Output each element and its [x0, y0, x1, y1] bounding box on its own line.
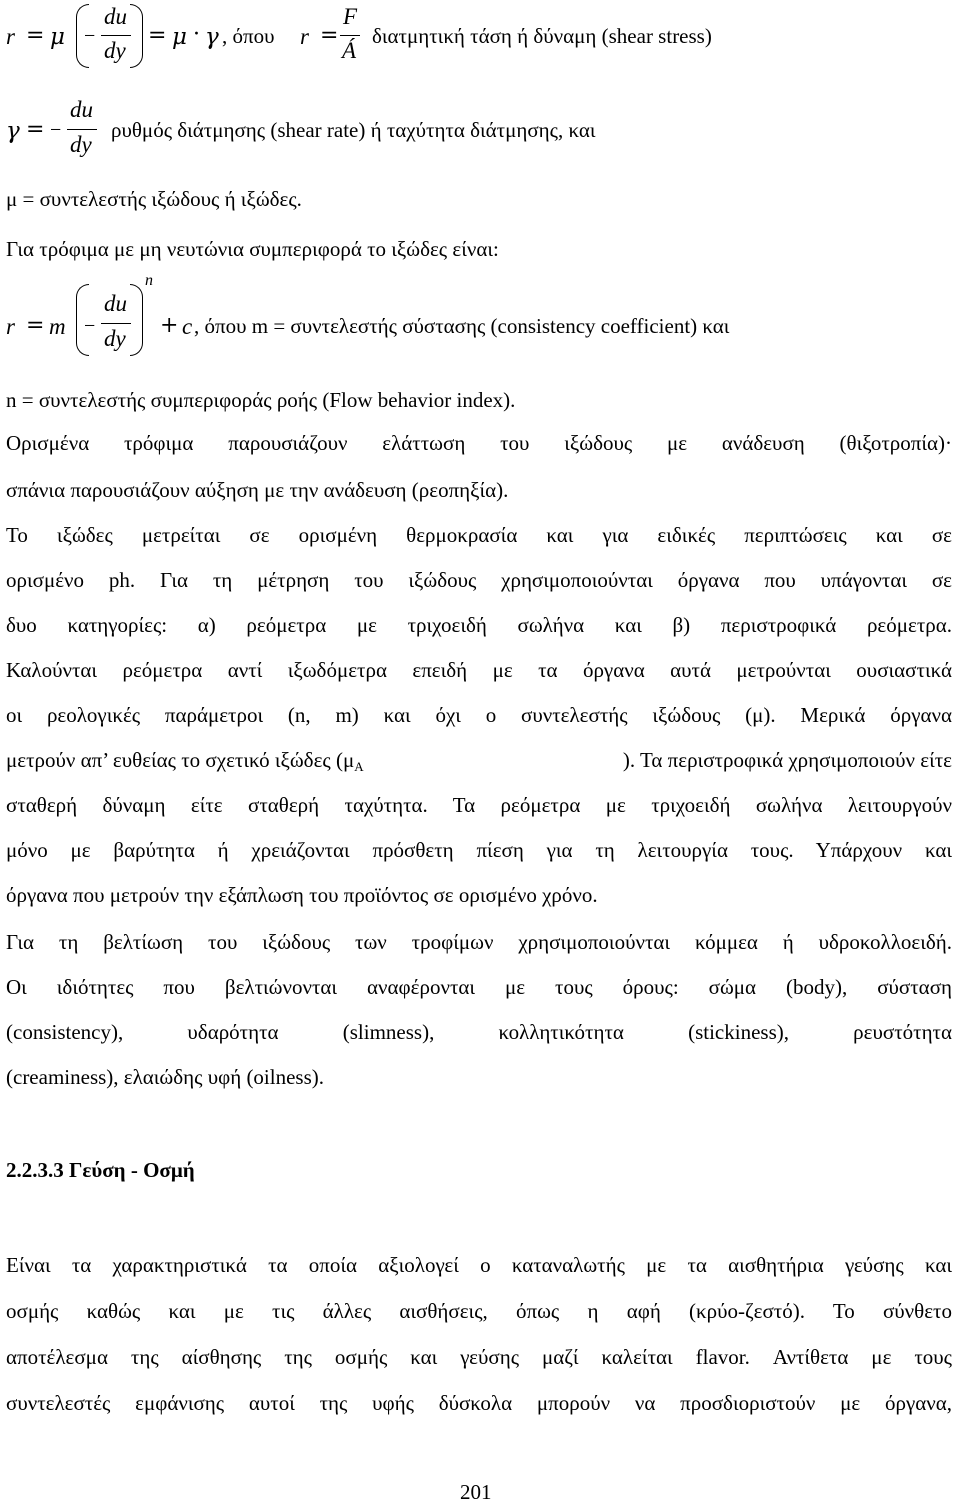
- eq1-description: διατμητική τάση ή δύναμη (shear stress): [372, 24, 712, 48]
- eq3-equals: =: [26, 313, 45, 338]
- eq1-numerator: du: [104, 4, 127, 29]
- eq1-area: Á: [342, 38, 357, 63]
- eq2-gamma: γ: [6, 118, 20, 144]
- paragraph-2-line-1: Το ιξώδες μετρείται σε ορισμένη θερμοκρασία και για ειδικές περιπτώσεις και σε: [6, 523, 952, 547]
- eq3-exponent: n: [145, 272, 153, 289]
- eq1-mu-2: μ: [172, 24, 187, 50]
- eq1-equals-3: =: [320, 23, 339, 48]
- eq1-opou: , όπου: [222, 24, 275, 48]
- paragraph-2-line-3: δυο κατηγορίες: α) ρεόμετρα με τριχοειδή σωλήνα και β) περιστροφικά ρεόμετρα.: [6, 613, 952, 637]
- eq2-numerator: du: [70, 97, 93, 122]
- eq1-denominator: dy: [104, 38, 126, 63]
- eq3-description: , όπου m = συντελεστής σύστασης (consistency coefficient) και: [194, 314, 730, 338]
- eq3-right-paren: [130, 284, 143, 356]
- eq3-plus: +: [160, 313, 179, 338]
- paragraph-2-line-8: μόνο με βαρύτητα ή χρειάζονται πρόσθετη πίεση για τη λειτουργία τους. Υπάρχουν και: [6, 838, 952, 862]
- eq1-fraction-bar: [101, 35, 131, 36]
- paragraph-4-line-1: Είναι τα χαρακτηριστικά τα οποία αξιολογεί ο καταναλωτής με τα αισθητήρια γεύσης και: [6, 1253, 952, 1277]
- eq2-description: ρυθμός διάτμησης (shear rate) ή ταχύτητα διάτμησης, και: [111, 118, 596, 142]
- paragraph-2-line-5: οι ρεολογικές παράμετροι (n, m) και όχι ο συντελεστής ιξώδους (μ). Μερικά όργανα: [6, 703, 952, 727]
- eq2-fraction-bar: [67, 129, 97, 130]
- eq1-r2: r: [300, 24, 309, 49]
- paragraph-2-line-2: ορισμένο ph. Για τη μέτρηση του ιξώδους χρησιμοποιούνται όργανα που υπάγονται σε: [6, 568, 952, 592]
- non-newtonian-intro: Για τρόφιμα με μη νευτώνια συμπεριφορά το ιξώδες είναι:: [6, 237, 499, 261]
- eq1-equals: =: [26, 23, 45, 48]
- eq1-f: F: [343, 4, 358, 29]
- eq3-c: c: [182, 314, 193, 339]
- n-definition: n = συντελεστής συμπεριφοράς ροής (Flow behavior index).: [6, 388, 516, 412]
- paragraph-4-line-2: οσμής καθώς και με τις άλλες αισθήσεις, όπως η αφή (κρύο-ζεστό). Το σύνθετο: [6, 1299, 952, 1323]
- eq3-r: r: [6, 314, 15, 339]
- paragraph-2-line-6-end: ). Τα περιστροφικά χρησιμοποιούν είτε: [622, 748, 952, 772]
- page-number: 201: [460, 1480, 492, 1504]
- paragraph-4-line-3: αποτέλεσμα της αίσθησης της οσμής και γεύσης μαζί καλείται flavor. Αντίθετα με τους: [6, 1345, 952, 1369]
- eq1-gamma: γ: [205, 24, 219, 50]
- paragraph-3-line-3: (consistency), υδαρότητα (slimness), κολλητικότητα (stickiness), ρευστότητα: [6, 1020, 952, 1044]
- eq3-denominator: dy: [104, 326, 126, 351]
- eq1-equals-2: =: [148, 23, 167, 48]
- paragraph-4-line-4: συντελεστές εμφάνισης αυτοί της υφής δύσκολα μπορούν να προσδιοριστούν με όργανα,: [6, 1391, 952, 1415]
- eq2-equals: =: [26, 117, 45, 142]
- eq2-minus: −: [50, 119, 62, 141]
- paragraph-2-line-6-start: μετρούν απ’ ευθείας το σχετικό ιξώδες ($\mu_A$: [6, 748, 364, 774]
- paragraph-2-line-4: Καλούνται ρεόμετρα αντί ιξωδόμετρα επειδή με τα όργανα αυτά μετρούνται ουσιαστικά: [6, 658, 952, 682]
- eq1-r: r: [6, 24, 15, 49]
- mu-definition: μ = συντελεστής ιξώδους ή ιξώδες.: [6, 187, 302, 211]
- paragraph-2-line-7: σταθερή δύναμη είτε σταθερή ταχύτητα. Τα ρεόμετρα με τριχοειδή σωλήνα λειτουργούν: [6, 793, 952, 817]
- eq3-m: m: [49, 314, 66, 339]
- eq3-fraction-bar: [101, 323, 131, 324]
- eq1-dot: ·: [193, 22, 200, 47]
- eq1-mu: μ: [50, 24, 65, 50]
- section-heading: 2.2.3.3 Γεύση - Οσμή: [6, 1158, 195, 1182]
- paragraph-2-line-9: όργανα που μετρούν την εξάπλωση του προϊόντος σε ορισμένο χρόνο.: [6, 883, 598, 907]
- paragraph-3-line-4: (creaminess), ελαιώδης υφή (oilness).: [6, 1065, 325, 1089]
- paragraph-2-line-6: [6, 748, 952, 775]
- paragraph-1-line-1: Ορισμένα τρόφιμα παρουσιάζουν ελάττωση του ιξώδους με ανάδευση (θιξοτροπία)·: [6, 431, 952, 455]
- eq2-denominator: dy: [70, 132, 92, 157]
- eq3-minus: −: [84, 315, 96, 337]
- eq1-fraction-bar-2: [340, 35, 360, 36]
- eq3-numerator: du: [104, 291, 127, 316]
- paragraph-1-line-2: σπάνια παρουσιάζουν αύξηση με την ανάδευση (ρεοπηξία).: [6, 478, 509, 502]
- mu-a-subscript: A: [354, 759, 364, 774]
- eq1-minus: −: [84, 25, 96, 47]
- eq1-right-paren: [130, 4, 143, 68]
- paragraph-3-line-2: Οι ιδιότητες που βελτιώνονται αναφέρονται με τους όρους: σώμα (body), σύσταση: [6, 975, 952, 999]
- paragraph-3-line-1: Για τη βελτίωση του ιξώδους των τροφίμων χρησιμοποιούνται κόμμεα ή υδροκολλοειδή.: [6, 930, 952, 954]
